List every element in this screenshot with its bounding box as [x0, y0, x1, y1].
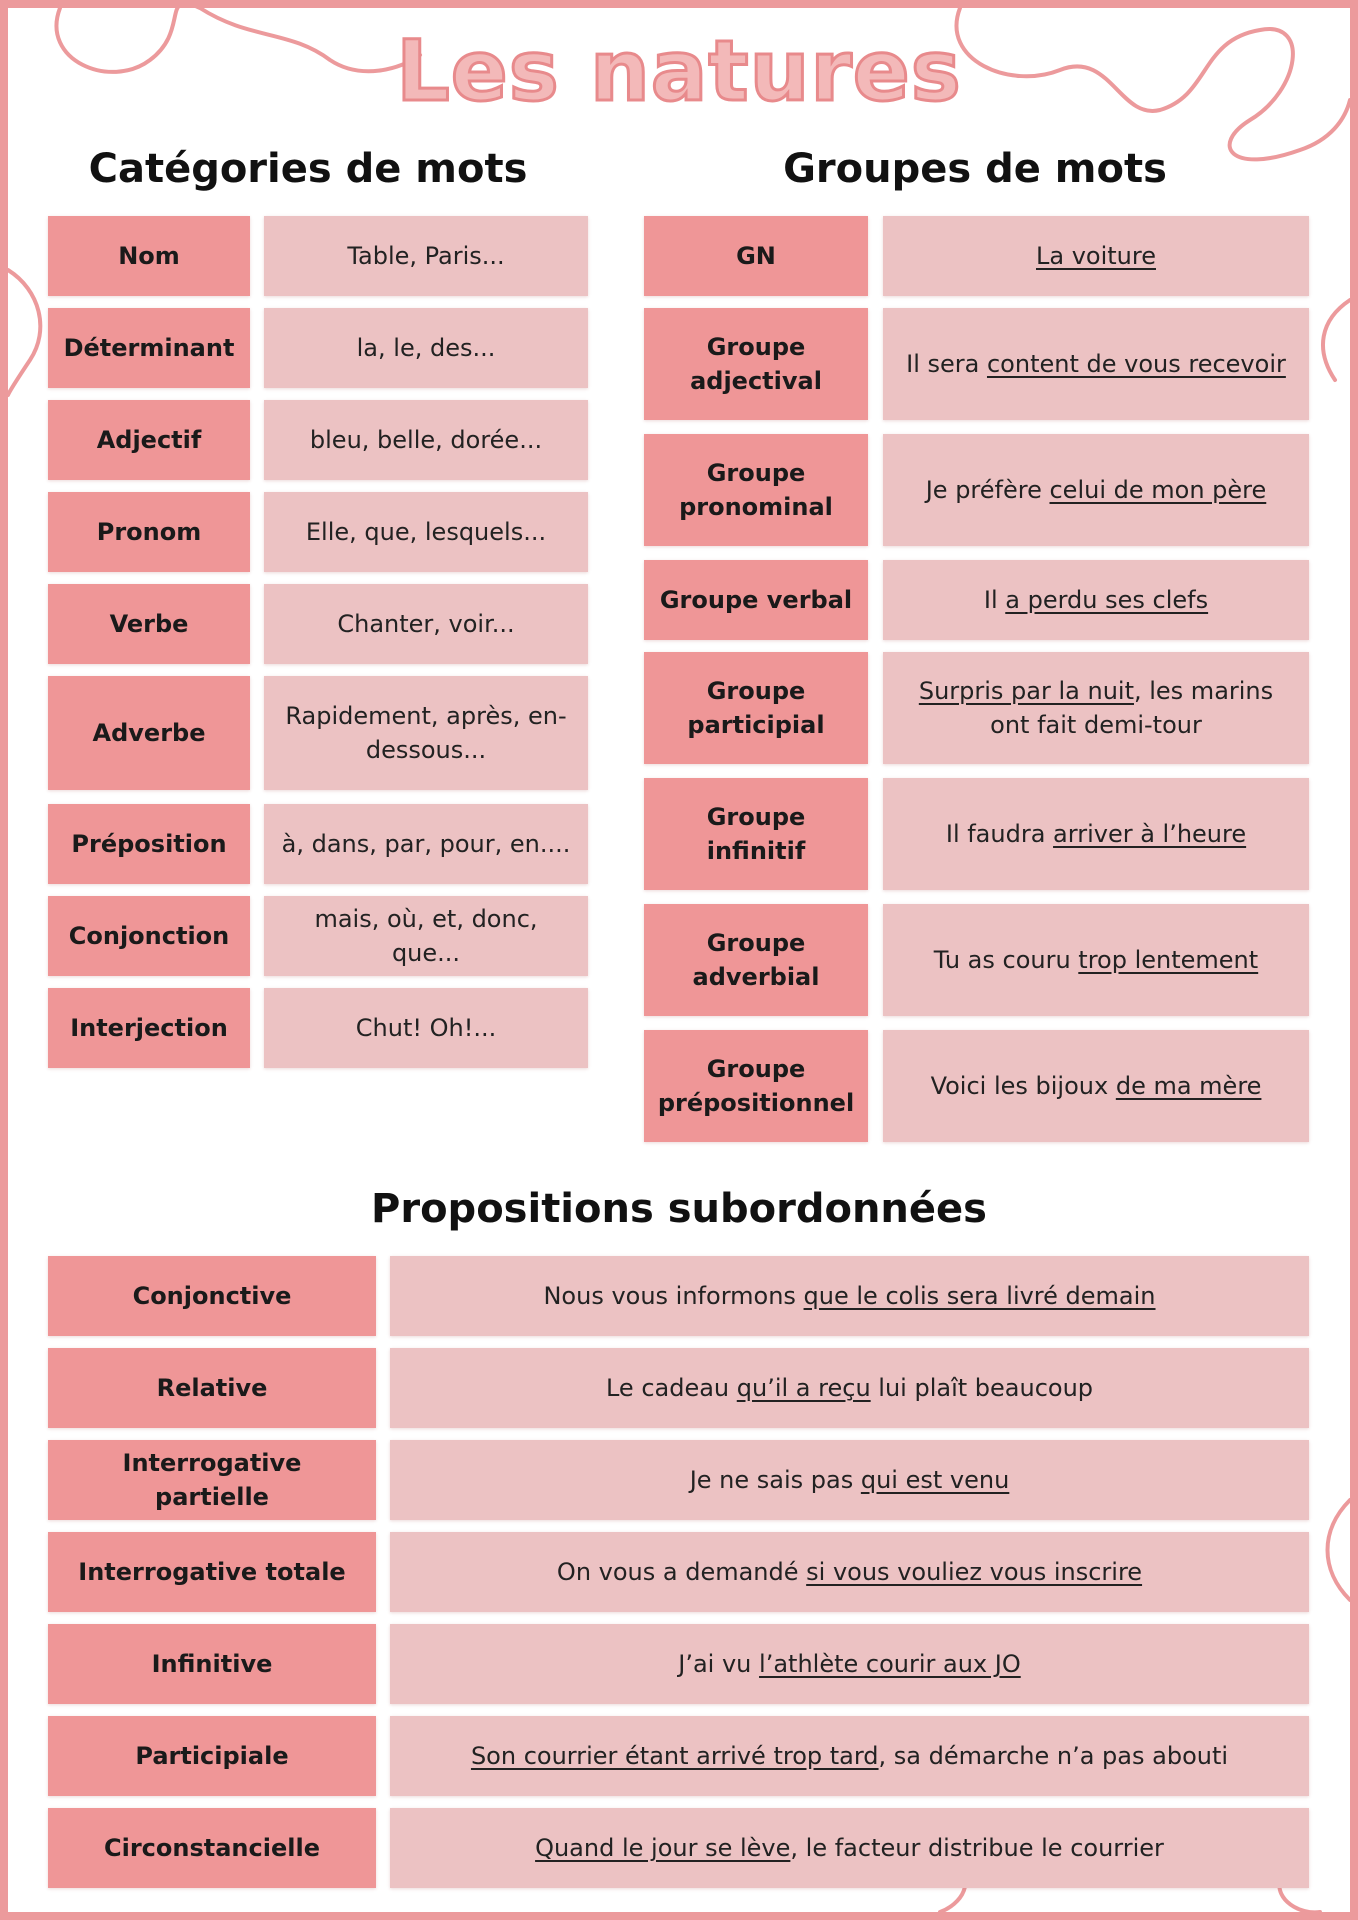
example-line [337, 607, 514, 641]
example-line [347, 239, 504, 273]
example-line [984, 583, 1208, 617]
row-label: Interrogative partielle [48, 1440, 376, 1520]
underlined-text: que le colis sera livré demain [803, 1282, 1156, 1310]
row-label: Adjectif [48, 400, 250, 480]
example-line [934, 943, 1258, 977]
example-line [543, 1279, 1155, 1313]
row-example [264, 988, 588, 1068]
example-line [278, 699, 574, 767]
example-line [357, 331, 496, 365]
row-label: Infinitive [48, 1624, 376, 1704]
example-line [906, 347, 1286, 381]
row-example [264, 584, 588, 664]
row-label: Participiale [48, 1716, 376, 1796]
example-text: Rapidement, après, en-dessous... [285, 702, 567, 764]
example-text: Chut! Oh!... [355, 1014, 497, 1042]
underlined-text: arriver à l’heure [1053, 820, 1247, 848]
example-text: Je ne sais pas [689, 1466, 861, 1494]
row-example [883, 904, 1309, 1016]
example-line [310, 423, 542, 457]
underlined-text: Surpris par la nuit [918, 677, 1134, 705]
underlined-text: trop lentement [1078, 946, 1259, 974]
example-text: , le facteur distribue le courrier [790, 1834, 1164, 1862]
example-line [606, 1371, 1093, 1405]
example-text: lui plaît beaucoup [870, 1374, 1094, 1402]
example-line [471, 1739, 1228, 1773]
underlined-text: celui de mon père [1049, 476, 1267, 504]
example-text: Il faudra [945, 820, 1054, 848]
row-label: Verbe [48, 584, 250, 664]
example-text: Voici les bijoux [930, 1072, 1116, 1100]
row-label: Groupe infinitif [644, 778, 868, 890]
row-example [883, 560, 1309, 640]
underlined-text: Son courrier étant arrivé trop tard [470, 1742, 879, 1770]
example-text: , sa démarche n’a pas abouti [878, 1742, 1229, 1770]
row-label: Déterminant [48, 308, 250, 388]
row-example [390, 1624, 1309, 1704]
example-text: Elle, que, lesquels... [305, 518, 547, 546]
example-line [1036, 239, 1156, 273]
example-line [690, 1463, 1010, 1497]
row-example [390, 1256, 1309, 1336]
example-text: la, le, des... [356, 334, 496, 362]
row-label: Groupe adverbial [644, 904, 868, 1016]
example-line [931, 1069, 1262, 1103]
example-line [926, 473, 1267, 507]
example-line [282, 827, 571, 861]
example-line [356, 1011, 496, 1045]
row-label: Relative [48, 1348, 376, 1428]
example-line [535, 1831, 1164, 1865]
example-text: bleu, belle, dorée... [309, 426, 543, 454]
row-label: Pronom [48, 492, 250, 572]
example-text: Tu as couru [933, 946, 1079, 974]
underlined-text: l’athlète courir aux JO [759, 1650, 1021, 1678]
example-text: Je préfère [925, 476, 1050, 504]
row-label: Préposition [48, 804, 250, 884]
example-text: mais, où, et, donc, que... [314, 905, 538, 967]
row-example [264, 676, 588, 790]
row-example [883, 652, 1309, 764]
page-title: Les natures [396, 22, 962, 120]
row-example [390, 1808, 1309, 1888]
underlined-text: La voiture [1036, 242, 1156, 270]
row-example [264, 896, 588, 976]
row-label: Conjonction [48, 896, 250, 976]
underlined-text: qu’il a reçu [736, 1374, 871, 1402]
row-example [264, 216, 588, 296]
example-text: Le cadeau [605, 1374, 737, 1402]
row-example [390, 1716, 1309, 1796]
categories-heading: Catégories de mots [88, 146, 528, 192]
row-example [264, 492, 588, 572]
example-text: Il sera [906, 350, 987, 378]
example-text: Il [983, 586, 1006, 614]
row-label: Adverbe [48, 676, 250, 790]
row-label: Circonstancielle [48, 1808, 376, 1888]
example-line [557, 1555, 1142, 1589]
row-label: GN [644, 216, 868, 296]
example-text: , les marins ont fait demi-tour [990, 677, 1274, 739]
underlined-text: de ma mère [1115, 1072, 1262, 1100]
example-line [678, 1647, 1020, 1681]
row-example [390, 1532, 1309, 1612]
row-example [390, 1348, 1309, 1428]
example-text: Chanter, voir... [337, 610, 515, 638]
underlined-text: qui est venu [860, 1466, 1010, 1494]
row-example [264, 308, 588, 388]
row-example [883, 1030, 1309, 1142]
example-text: Table, Paris... [347, 242, 505, 270]
row-example [390, 1440, 1309, 1520]
example-line [278, 902, 574, 970]
groupes-heading: Groupes de mots [783, 146, 1167, 192]
example-text: On vous a demandé [556, 1558, 807, 1586]
row-label: Groupe verbal [644, 560, 868, 640]
example-line [946, 817, 1246, 851]
example-line [897, 674, 1295, 742]
row-label: Conjonctive [48, 1256, 376, 1336]
underlined-text: content de vous recevoir [986, 350, 1286, 378]
underlined-text: si vous vouliez vous inscrire [806, 1558, 1143, 1586]
example-text: à, dans, par, pour, en.... [281, 830, 571, 858]
example-text: J’ai vu [678, 1650, 760, 1678]
example-line [306, 515, 546, 549]
row-label: Interrogative totale [48, 1532, 376, 1612]
row-example [883, 434, 1309, 546]
underlined-text: Quand le jour se lève [535, 1834, 791, 1862]
row-label: Groupe participial [644, 652, 868, 764]
row-example [883, 216, 1309, 296]
row-example [883, 308, 1309, 420]
underlined-text: a perdu ses clefs [1005, 586, 1209, 614]
row-label: Groupe pronominal [644, 434, 868, 546]
row-label: Groupe adjectival [644, 308, 868, 420]
example-text: Nous vous informons [543, 1282, 804, 1310]
row-label: Interjection [48, 988, 250, 1068]
row-example [883, 778, 1309, 890]
row-example [264, 400, 588, 480]
row-label: Groupe prépositionnel [644, 1030, 868, 1142]
row-label: Nom [48, 216, 250, 296]
row-example [264, 804, 588, 884]
propositions-heading: Propositions subordonnées [371, 1186, 987, 1232]
